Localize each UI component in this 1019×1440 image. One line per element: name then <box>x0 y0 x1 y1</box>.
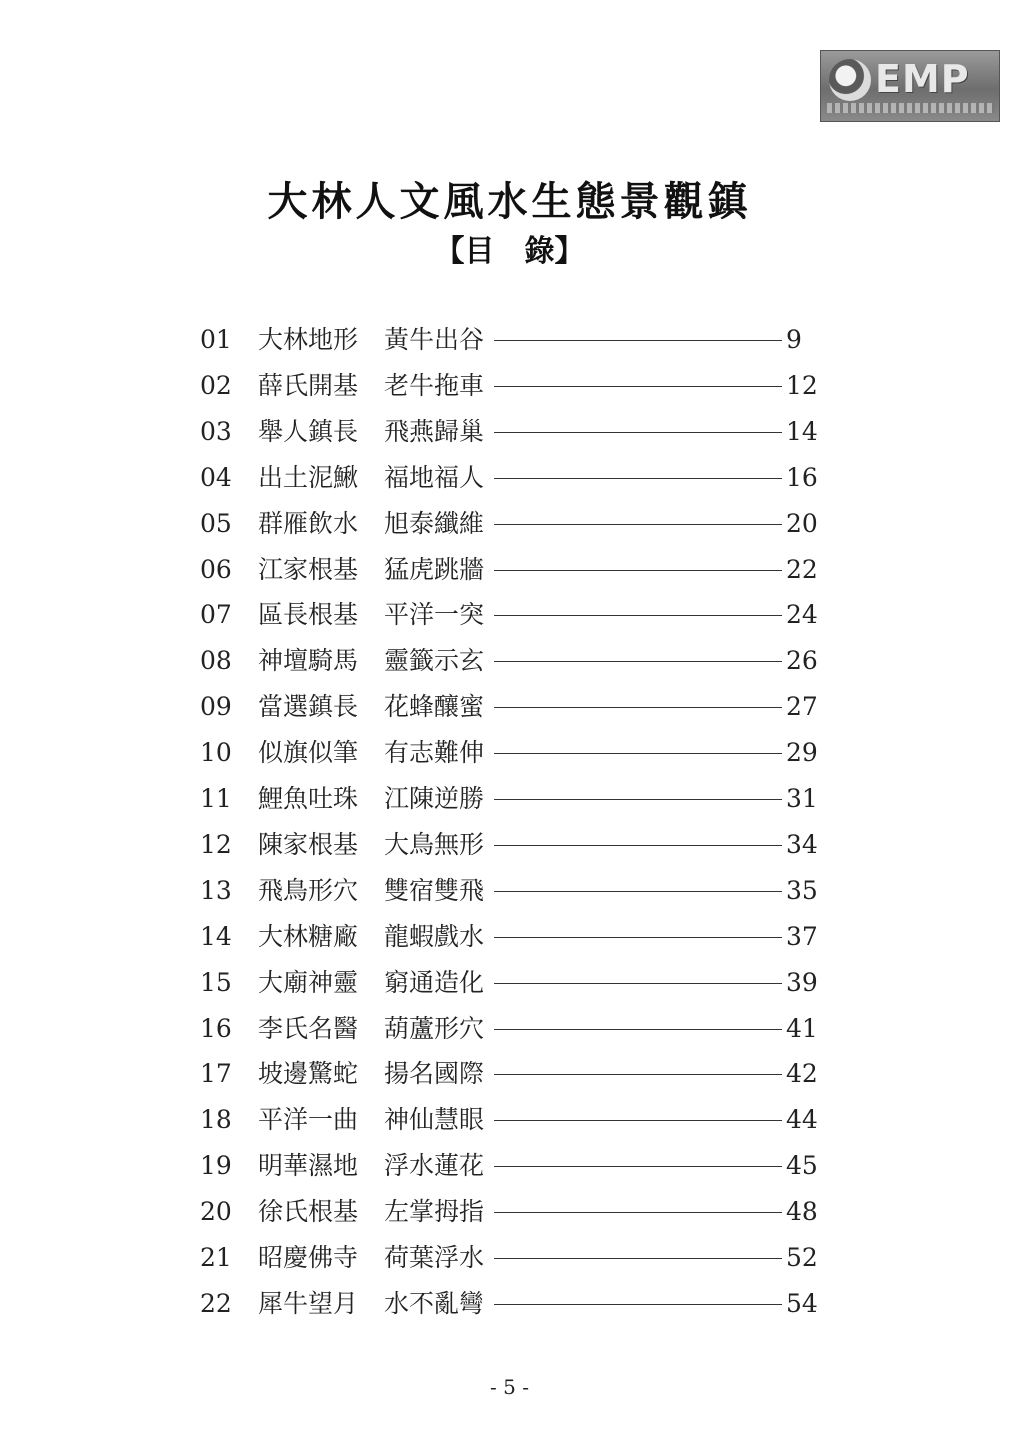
toc-entry <box>0 687 1019 727</box>
toc-entry <box>0 641 1019 681</box>
toc-leader-line <box>494 937 782 938</box>
toc-entry-number: 04 <box>200 462 232 492</box>
toc-entry-number: 02 <box>200 370 232 400</box>
toc-entry-title: 龍蝦戲水 <box>384 921 485 951</box>
toc-leader-line <box>494 1258 782 1259</box>
toc-entry-place: 區長根基 <box>258 600 359 630</box>
toc-entry-page: 44 <box>786 1105 818 1135</box>
toc-entry-title: 有志難伸 <box>384 738 485 768</box>
toc-entry-place: 李氏名醫 <box>258 1013 359 1043</box>
toc-leader-line <box>494 661 782 662</box>
toc-entry-page: 12 <box>786 370 818 400</box>
toc-entry-number: 11 <box>200 784 232 813</box>
toc-leader-line <box>494 1120 782 1121</box>
toc-entry-place: 鯉魚吐珠 <box>258 784 359 813</box>
toc-entry <box>0 1009 1019 1049</box>
toc-entry-title: 花蜂釀蜜 <box>384 692 485 722</box>
toc-entry-number: 10 <box>200 738 232 768</box>
toc-entry-title: 水不亂彎 <box>384 1288 485 1318</box>
toc-entry <box>0 1054 1019 1094</box>
toc-leader-line <box>494 1074 782 1075</box>
toc-entry-place: 犀牛望月 <box>258 1288 359 1318</box>
toc-entry-place: 群雁飲水 <box>258 508 359 538</box>
toc-entry-number: 08 <box>200 646 232 676</box>
toc-entry-title: 葫蘆形穴 <box>384 1013 485 1043</box>
toc-leader-line <box>494 891 782 892</box>
toc-entry-number: 09 <box>200 692 232 722</box>
toc-entry-number: 20 <box>200 1197 232 1227</box>
toc-entry <box>0 871 1019 911</box>
toc-entry-place: 出土泥鰍 <box>258 462 359 492</box>
toc-entry-place: 大林地形 <box>258 325 359 354</box>
toc-entry-number: 18 <box>200 1105 232 1135</box>
toc-entry-place: 平洋一曲 <box>258 1105 359 1135</box>
toc-entry-place: 徐氏根基 <box>258 1197 359 1227</box>
toc-entry-number: 12 <box>200 829 232 859</box>
toc-entry-place: 昭慶佛寺 <box>258 1243 359 1272</box>
toc-entry-number: 05 <box>200 508 232 538</box>
toc-entry <box>0 1284 1019 1324</box>
toc-leader-line <box>494 1304 782 1305</box>
toc-entry <box>0 1100 1019 1140</box>
toc-leader-line <box>494 386 782 387</box>
toc-entry-title: 揚名國際 <box>384 1059 485 1089</box>
toc-leader-line <box>494 478 782 479</box>
toc-entry-number: 03 <box>200 416 232 446</box>
toc-entry <box>0 504 1019 544</box>
toc-entry <box>0 963 1019 1003</box>
toc-entry-number: 19 <box>200 1151 232 1181</box>
page-number: - 5 - <box>490 1375 529 1399</box>
toc-entry-title: 福地福人 <box>384 462 485 492</box>
logo-subtext-strip <box>827 103 995 113</box>
toc-leader-line <box>494 524 782 525</box>
toc-entry-page: 48 <box>786 1197 818 1227</box>
toc-entry-page: 45 <box>786 1151 818 1181</box>
toc-entry-page: 31 <box>786 784 818 813</box>
toc-entry-place: 陳家根基 <box>258 829 359 859</box>
toc-entry-number: 21 <box>200 1243 232 1272</box>
toc-entry <box>0 595 1019 635</box>
toc-entry-title: 老牛拖車 <box>384 370 485 400</box>
toc-entry-page: 22 <box>786 554 818 584</box>
toc-entry <box>0 550 1019 590</box>
toc-entry-page: 37 <box>786 921 818 951</box>
toc-entry-page: 39 <box>786 967 818 997</box>
toc-entry <box>0 320 1019 360</box>
toc-entry-number: 16 <box>200 1013 232 1043</box>
toc-entry-page: 14 <box>786 416 818 446</box>
toc-entry-title: 靈籤示玄 <box>384 646 485 676</box>
toc-entry-number: 06 <box>200 554 232 584</box>
toc-leader-line <box>494 1212 782 1213</box>
toc-entry-title: 江陳逆勝 <box>384 784 485 813</box>
toc-leader-line <box>494 570 782 571</box>
toc-entry <box>0 1238 1019 1278</box>
toc-entry-title: 雙宿雙飛 <box>384 875 485 905</box>
toc-entry-place: 舉人鎮長 <box>258 416 359 446</box>
toc-entry-title: 窮通造化 <box>384 967 485 997</box>
toc-leader-line <box>494 615 782 616</box>
toc-entry-page: 42 <box>786 1059 818 1089</box>
emp-logo <box>820 50 1000 122</box>
toc-entry-page: 41 <box>786 1013 818 1043</box>
page-title: 大林人文風水生態景觀鎮 <box>267 178 752 225</box>
toc-leader-line <box>494 753 782 754</box>
toc-entry-place: 江家根基 <box>258 554 359 584</box>
toc-entry-page: 20 <box>786 508 818 538</box>
toc-entry-title: 神仙慧眼 <box>384 1105 485 1135</box>
toc-entry-title: 猛虎跳牆 <box>384 554 485 584</box>
toc-leader-line <box>494 799 782 800</box>
toc-entry <box>0 412 1019 452</box>
toc-entry-place: 薛氏開基 <box>258 370 359 400</box>
toc-entry-place: 飛鳥形穴 <box>258 875 359 905</box>
toc-entry-title: 浮水蓮花 <box>384 1151 485 1181</box>
toc-entry-number: 13 <box>200 875 232 905</box>
toc-leader-line <box>494 845 782 846</box>
toc-entry-title: 平洋一突 <box>384 600 485 630</box>
toc-entry-page: 27 <box>786 692 818 722</box>
toc-entry-page: 9 <box>786 325 802 354</box>
toc-entry-page: 24 <box>786 600 818 630</box>
toc-entry-number: 22 <box>200 1288 232 1318</box>
toc-entry-place: 大廟神靈 <box>258 967 359 997</box>
toc-entry-page: 16 <box>786 462 818 492</box>
toc-entry-title: 荷葉浮水 <box>384 1243 485 1272</box>
toc-entry <box>0 366 1019 406</box>
toc-entry-place: 神壇騎馬 <box>258 646 359 676</box>
toc-entry-page: 35 <box>786 875 818 905</box>
toc-leader-line <box>494 1166 782 1167</box>
toc-entry <box>0 458 1019 498</box>
toc-entry-page: 34 <box>786 829 818 859</box>
logo-text: EMP <box>875 57 970 101</box>
toc-entry-number: 01 <box>200 325 232 354</box>
toc-heading: 【目 錄】 <box>434 234 585 269</box>
toc-entry-place: 明華濕地 <box>258 1151 359 1181</box>
toc-leader-line <box>494 707 782 708</box>
toc-leader-line <box>494 340 782 341</box>
toc-leader-line <box>494 983 782 984</box>
toc-entry <box>0 1146 1019 1186</box>
toc-entry-title: 飛燕歸巢 <box>384 416 485 446</box>
toc-entry-number: 15 <box>200 967 232 997</box>
logo-swirl-icon <box>829 59 871 101</box>
toc-entry-number: 17 <box>200 1059 232 1089</box>
toc-entry-number: 14 <box>200 921 232 951</box>
toc-entry <box>0 917 1019 957</box>
toc-entry-place: 大林糖廠 <box>258 921 359 951</box>
toc-entry <box>0 779 1019 819</box>
toc-entry-place: 當選鎮長 <box>258 692 359 722</box>
toc-leader-line <box>494 432 782 433</box>
toc-entry-place: 坡邊驚蛇 <box>258 1059 359 1089</box>
toc-leader-line <box>494 1029 782 1030</box>
toc-entry <box>0 733 1019 773</box>
toc-entry <box>0 825 1019 865</box>
toc-entry-title: 大鳥無形 <box>384 829 485 859</box>
toc-entry-title: 黃牛出谷 <box>384 325 485 354</box>
toc-entry <box>0 1192 1019 1232</box>
toc-entry-page: 26 <box>786 646 818 676</box>
toc-entry-page: 29 <box>786 738 818 768</box>
toc-entry-place: 似旗似筆 <box>258 738 359 768</box>
toc-entry-page: 54 <box>786 1288 818 1318</box>
toc-entry-page: 52 <box>786 1243 818 1272</box>
toc-entry-title: 旭泰纖維 <box>384 508 485 538</box>
toc-entry-number: 07 <box>200 600 232 630</box>
toc-entry-title: 左掌拇指 <box>384 1197 485 1227</box>
